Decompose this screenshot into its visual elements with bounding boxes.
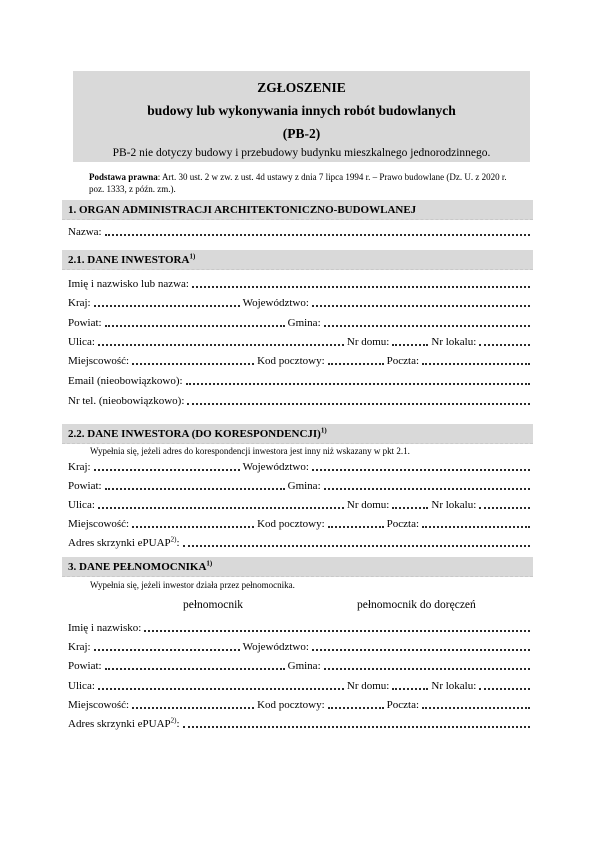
form-blank-kod-pocztowy-pelnomocnik[interactable]: [328, 707, 384, 709]
field-label-epuap-colon: :: [176, 718, 180, 730]
field-row-email-inwestor: [68, 372, 533, 388]
footnote-ref-2: 2): [170, 535, 177, 544]
footnote-ref-1: 1): [320, 426, 327, 435]
section-title-inwestor-korespondencja: 2.2. DANE INWESTORA (DO KORESPONDENCJI): [68, 428, 321, 440]
field-label-nr-domu: Nr domu:: [346, 499, 390, 511]
footnote-ref-1: 1): [189, 252, 196, 261]
legal-basis-text-2: poz. 1333, z późn. zm.).: [89, 183, 176, 194]
form-blank-powiat-inwestor[interactable]: [105, 325, 285, 327]
field-label-wojewodztwo: Województwo:: [242, 641, 309, 653]
section-header-pelnomocnik: [62, 557, 533, 577]
field-label-poczta: Poczta:: [386, 699, 420, 711]
form-blank-miejscowosc-koresp[interactable]: [132, 526, 254, 528]
form-blank-poczta-koresp[interactable]: [422, 526, 530, 528]
footnote-ref-1: 1): [206, 559, 213, 568]
field-row-ulica-pelnomocnik: [68, 677, 533, 693]
form-blank-poczta-pelnomocnik[interactable]: [422, 707, 530, 709]
field-label-wojewodztwo: Województwo:: [242, 297, 309, 309]
form-blank-epuap-koresp[interactable]: [183, 545, 530, 547]
field-row-nr-tel-inwestor: [68, 392, 533, 408]
form-blank-epuap-pelnomocnik[interactable]: [183, 726, 530, 728]
field-label-epuap-text: Adres skrzynki ePUAP: [68, 718, 171, 730]
field-row-miejscowosc-inwestor: [68, 352, 533, 368]
field-label-nr-domu: Nr domu:: [346, 336, 390, 348]
field-label-miejscowosc: Miejscowość:: [68, 699, 130, 711]
form-blank-nr-lokalu-koresp[interactable]: [479, 507, 530, 509]
legal-basis-text: : Art. 30 ust. 2 w zw. z ust. 4d ustawy z dnia 7 lipca 1994 r. – Prawo budowlane (Dz. U. z 2020 r.: [157, 172, 507, 182]
field-row-nazwa: [68, 223, 533, 239]
form-blank-powiat-pelnomocnik[interactable]: [105, 668, 285, 670]
field-label-miejscowosc: Miejscowość:: [68, 518, 130, 530]
section-header-inwestor-korespondencja: [62, 424, 533, 444]
field-row-kraj-inwestor: [68, 294, 533, 310]
field-row-kraj-pelnomocnik: [68, 638, 533, 654]
footnote-ref-2: 2): [170, 716, 177, 725]
form-blank-kraj-koresp[interactable]: [94, 469, 240, 471]
section-title-pelnomocnik: 3. DANE PEŁNOMOCNIKA: [68, 561, 207, 573]
field-label-nazwa: Nazwa:: [68, 226, 102, 238]
field-label-ulica: Ulica:: [68, 499, 95, 511]
field-label-powiat: Powiat:: [68, 480, 102, 492]
form-blank-ulica-koresp[interactable]: [98, 507, 344, 509]
form-blank-wojewodztwo-pelnomocnik[interactable]: [312, 649, 530, 651]
field-label-wojewodztwo: Województwo:: [242, 461, 309, 473]
field-label-nr-tel: Nr tel. (nieobowiązkowo):: [68, 395, 185, 407]
field-label-imie-nazwisko-lub-nazwa: Imię i nazwisko lub nazwa:: [68, 278, 189, 290]
form-title-box: [73, 71, 530, 162]
field-label-powiat: Powiat:: [68, 660, 102, 672]
field-row-miejscowosc-koresp: [68, 515, 533, 531]
form-blank-imie-nazwisko-pelnomocnik[interactable]: [144, 630, 530, 632]
field-row-powiat-koresp: [68, 477, 533, 493]
field-label-nr-domu: Nr domu:: [346, 680, 390, 692]
form-blank-ulica-pelnomocnik[interactable]: [98, 688, 344, 690]
form-blank-ulica-inwestor[interactable]: [98, 344, 344, 346]
field-label-epuap-text: Adres skrzynki ePUAP: [68, 537, 171, 549]
field-label-kraj: Kraj:: [68, 461, 91, 473]
form-blank-kraj-inwestor[interactable]: [94, 305, 240, 307]
form-code: (PB-2): [282, 126, 321, 141]
field-row-powiat-pelnomocnik: [68, 657, 533, 673]
form-blank-gmina-pelnomocnik[interactable]: [324, 668, 530, 670]
form-title: ZGŁOSZENIE: [257, 80, 346, 95]
form-blank-gmina-inwestor[interactable]: [324, 325, 530, 327]
section-header-organ: [62, 200, 533, 220]
form-blank-kod-pocztowy-inwestor[interactable]: [328, 363, 384, 365]
field-label-nr-lokalu: Nr lokalu:: [431, 499, 477, 511]
field-label-epuap: [68, 536, 180, 550]
field-label-nr-lokalu: Nr lokalu:: [431, 680, 477, 692]
form-blank-gmina-koresp[interactable]: [324, 488, 530, 490]
field-label-kod-pocztowy: Kod pocztowy:: [257, 699, 325, 711]
legal-basis: [89, 172, 536, 195]
field-label-nr-lokalu: Nr lokalu:: [431, 336, 477, 348]
field-label-gmina: Gmina:: [287, 660, 321, 672]
form-blank-nr-lokalu-inwestor[interactable]: [479, 344, 530, 346]
field-label-epuap-colon: :: [176, 537, 180, 549]
field-label-kod-pocztowy: Kod pocztowy:: [257, 355, 325, 367]
field-row-miejscowosc-pelnomocnik: [68, 696, 533, 712]
form-blank-powiat-koresp[interactable]: [105, 488, 285, 490]
form-blank-wojewodztwo-koresp[interactable]: [312, 469, 530, 471]
form-blank-nr-domu-koresp[interactable]: [392, 507, 428, 509]
field-label-kraj: Kraj:: [68, 641, 91, 653]
legal-basis-label: Podstawa prawna: [89, 172, 158, 182]
column-header-pelnomocnik: pełnomocnik: [183, 599, 244, 611]
field-label-poczta: Poczta:: [386, 355, 420, 367]
field-label-ulica: Ulica:: [68, 680, 95, 692]
field-label-powiat: Powiat:: [68, 317, 102, 329]
form-blank-nazwa[interactable]: [105, 234, 530, 236]
field-row-epuap-koresp: [68, 534, 533, 550]
section-note-pelnomocnik: Wypełnia się, jeżeli inwestor działa przez pełnomocnika.: [90, 580, 295, 590]
form-blank-nr-lokalu-pelnomocnik[interactable]: [479, 688, 530, 690]
form-blank-nr-domu-inwestor[interactable]: [392, 344, 428, 346]
column-header-pelnomocnik-do-doreczen: pełnomocnik do doręczeń: [357, 599, 476, 611]
field-label-imie-nazwisko: Imię i nazwisko:: [68, 622, 142, 634]
form-subtitle: budowy lub wykonywania innych robót budowlanych: [147, 103, 456, 118]
field-row-powiat-inwestor: [68, 314, 533, 330]
field-row-imie-nazwisko-pelnomocnik: [68, 619, 533, 635]
section-title-inwestor: 2.1. DANE INWESTORA: [68, 254, 190, 266]
form-blank-imie-nazwisko-inwestor[interactable]: [192, 286, 530, 288]
field-row-ulica-koresp: [68, 496, 533, 512]
form-blank-miejscowosc-pelnomocnik[interactable]: [132, 707, 254, 709]
field-label-kraj: Kraj:: [68, 297, 91, 309]
form-blank-nr-domu-pelnomocnik[interactable]: [392, 688, 428, 690]
field-label-email: Email (nieobowiązkowo):: [68, 375, 183, 387]
field-label-miejscowosc: Miejscowość:: [68, 355, 130, 367]
form-blank-kraj-pelnomocnik[interactable]: [94, 649, 240, 651]
field-label-gmina: Gmina:: [287, 480, 321, 492]
section-note-korespondencja: Wypełnia się, jeżeli adres do korespondencji inwestora jest inny niż wskazany w pkt 2.1.: [90, 446, 410, 456]
field-label-gmina: Gmina:: [287, 317, 321, 329]
section-title-organ: 1. ORGAN ADMINISTRACJI ARCHITEKTONICZNO-BUDOWLANEJ: [68, 204, 417, 216]
field-row-imie-nazwisko-inwestor: [68, 275, 533, 291]
form-blank-nr-tel-inwestor[interactable]: [187, 403, 530, 405]
field-row-kraj-koresp: [68, 458, 533, 474]
field-row-ulica-inwestor: [68, 333, 533, 349]
field-row-epuap-pelnomocnik: [68, 715, 533, 731]
section-header-inwestor: [62, 250, 533, 270]
form-blank-kod-pocztowy-koresp[interactable]: [328, 526, 384, 528]
form-scope-note: PB-2 nie dotyczy budowy i przebudowy budynku mieszkalnego jednorodzinnego.: [112, 147, 491, 159]
form-blank-email-inwestor[interactable]: [186, 383, 530, 385]
form-blank-poczta-inwestor[interactable]: [422, 363, 530, 365]
field-label-epuap: [68, 717, 180, 731]
form-blank-wojewodztwo-inwestor[interactable]: [312, 305, 530, 307]
field-label-poczta: Poczta:: [386, 518, 420, 530]
field-label-kod-pocztowy: Kod pocztowy:: [257, 518, 325, 530]
field-label-ulica: Ulica:: [68, 336, 95, 348]
form-blank-miejscowosc-inwestor[interactable]: [132, 363, 254, 365]
